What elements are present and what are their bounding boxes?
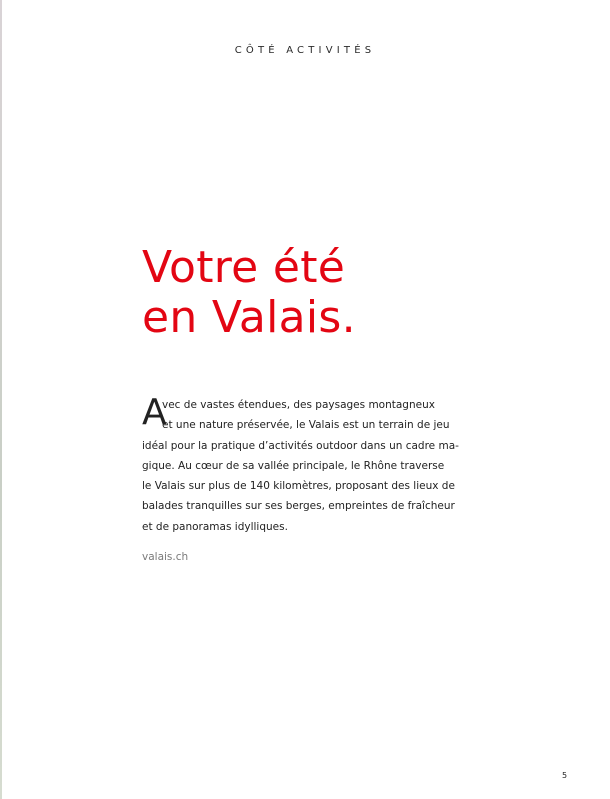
page-number: 5 <box>562 771 568 780</box>
lead-line: gique. Au cœur de sa vallée principale, le Rhône traverse <box>142 459 445 472</box>
lead-paragraph <box>142 392 460 537</box>
headline-line-1: Votre été <box>142 242 346 293</box>
website-link[interactable]: valais.ch <box>142 551 189 563</box>
lead-line: idéal pour la pratique d’activités outdoor dans un cadre ma- <box>142 439 459 452</box>
lead-line: le Valais sur plus de 140 kilomètres, proposant des lieux de <box>142 480 455 493</box>
lead-line: et de panoramas idylliques. <box>142 520 288 533</box>
drop-cap: A <box>142 392 167 433</box>
lead-line: et une nature préservée, le Valais est un terrain de jeu <box>162 419 450 432</box>
lead-line: balades tranquilles sur ses berges, empreintes de fraîcheur <box>142 500 455 513</box>
headline <box>142 243 356 343</box>
page-edge <box>0 0 2 799</box>
lead-line: vec de vastes étendues, des paysages montagneux <box>162 399 435 411</box>
section-label: CÔTÉ ACTIVITÉS <box>234 45 376 56</box>
headline-line-2: en Valais. <box>142 292 356 343</box>
